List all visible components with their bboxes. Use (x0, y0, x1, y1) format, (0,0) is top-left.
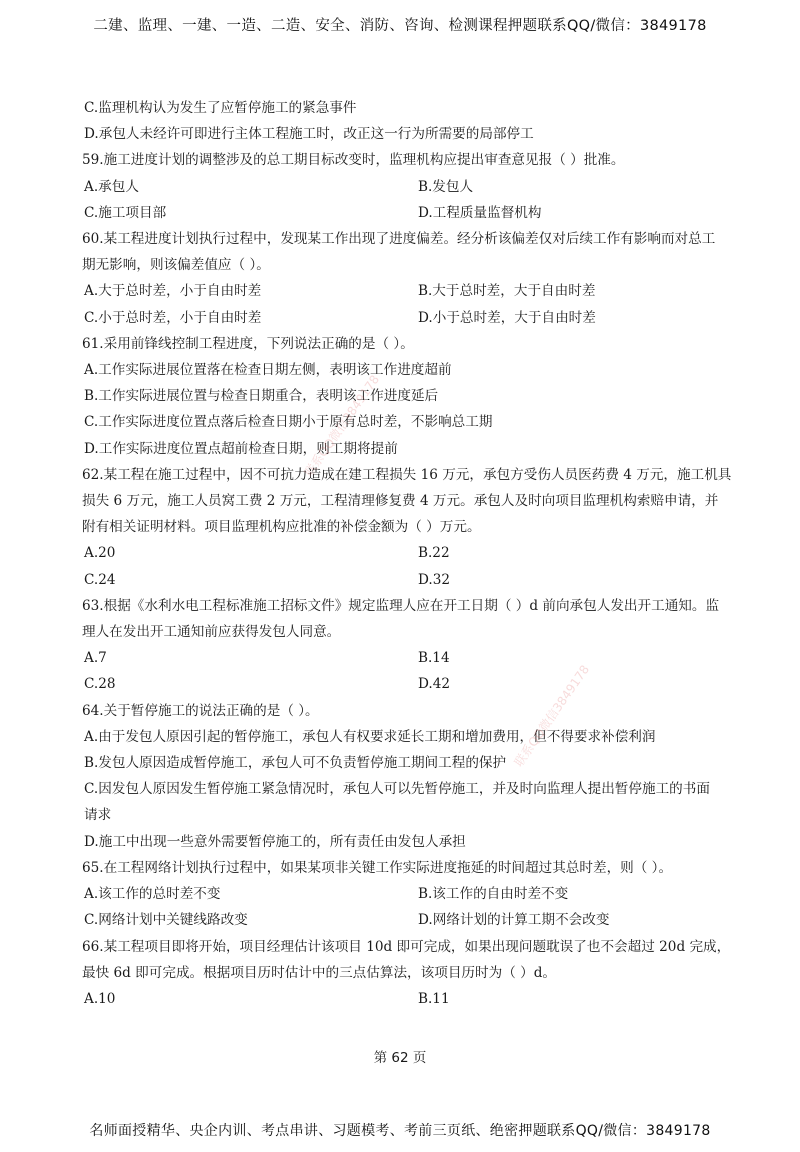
question-65 (84, 855, 760, 934)
option-c-prev: C.监理机构认为发生了应暂停施工的紧急事件 (84, 100, 357, 116)
option-d: D.42 (418, 676, 451, 693)
option-b: B.发包人原因造成暂停施工，承包人可不负责暂停施工期间工程的保护 (84, 755, 507, 772)
option-d: D.工程质量监督机构 (418, 204, 542, 221)
option-b: B.22 (418, 545, 450, 562)
question-60 (84, 226, 760, 331)
question-62 (84, 462, 760, 593)
question-stem: 60.某工程进度计划执行过程中，发现某工作出现了进度偏差。经分析该偏差仅对后续工作有影响而对总工 (82, 231, 716, 248)
question-stem-cont: 期无影响，则该偏差值应（ ）。 (82, 257, 270, 274)
question-64 (84, 698, 760, 855)
question-61 (84, 331, 760, 462)
option-b: B.大于总时差，大于自由时差 (418, 283, 596, 300)
option-a: A.该工作的总时差不变 (84, 886, 221, 903)
page-number: 第 62 页 (373, 1050, 427, 1066)
option-b: B.14 (418, 650, 450, 667)
question-stem-cont: 损失 6 万元，施工人员窝工费 2 万元，工程清理修复费 4 万元。承包人及时向项目监理机构索赔申请，并 (82, 493, 719, 510)
question-stem: 61.采用前锋线控制工程进度，下列说法正确的是（ ）。 (82, 335, 414, 352)
footer-banner: 名师面授精华、央企内训、考点串讲、习题模考、考前三页纸、绝密押题联系QQ/微信：3849178 (89, 1123, 711, 1139)
question-stem-cont: 附有相关证明材料。项目监理机构应批准的补偿金额为（ ）万元。 (82, 519, 481, 536)
option-a: A.由于发包人原因引起的暂停施工，承包人有权要求延长工期和增加费用，但不得要求补偿利润 (84, 728, 656, 745)
option-d: D.工作实际进度位置点超前检查日期，则工期将提前 (84, 440, 398, 457)
option-a: A.7 (84, 650, 107, 667)
question-stem: 63.根据《水利水电工程标准施工招标文件》规定监理人应在开工日期（ ）d 前向承包人发出开工通知。监 (82, 597, 720, 614)
option-b: B.工作实际进展位置与检查日期重合，表明该工作进度延后 (84, 388, 439, 405)
header-banner: 二建、监理、一建、一造、二造、安全、消防、咨询、检测课程押题联系QQ/微信：3849178 (93, 18, 707, 34)
question-stem: 59.施工进度计划的调整涉及的总工期目标改变时，监理机构应提出审查意见报（ ）批准。 (82, 152, 625, 169)
option-c: C.小于总时差，小于自由时差 (84, 309, 262, 326)
question-stem: 62.某工程在施工过程中，因不可抗力造成在建工程损失 16 万元，承包方受伤人员医药费 4 万元，施工机具 (82, 466, 732, 483)
question-list (84, 95, 760, 1012)
option-d: D.施工中出现一些意外需要暂停施工的，所有责任由发包人承担 (84, 833, 466, 850)
question-59 (84, 147, 760, 226)
option-d: D.小于总时差，大于自由时差 (418, 309, 596, 326)
watermark: 联系QQ微信3849178 (301, 372, 383, 480)
watermark: 联系QQ微信3849178 (511, 662, 593, 770)
option-b: B.11 (418, 990, 450, 1007)
question-66 (84, 934, 760, 1013)
option-c: C.网络计划中关键线路改变 (84, 912, 248, 929)
option-a: A.20 (84, 545, 116, 562)
option-c: C.工作实际进度位置点落后检查日期小于原有总时差，不影响总工期 (84, 414, 493, 431)
option-c: C.24 (84, 571, 116, 588)
question-stem-cont: 最快 6d 即可完成。根据项目历时估计中的三点估算法，该项目历时为（ ）d。 (82, 964, 557, 981)
question-stem-cont: 理人在发出开工通知前应获得发包人同意。 (82, 624, 341, 641)
question-stem: 64.关于暂停施工的说法正确的是（ ）。 (82, 702, 319, 719)
option-d: D.32 (418, 571, 451, 588)
option-a: A.10 (84, 990, 116, 1007)
option-a: A.大于总时差，小于自由时差 (84, 283, 262, 300)
option-d: D.网络计划的计算工期不会改变 (418, 912, 610, 929)
option-c-cont: 请求 (84, 807, 112, 824)
option-b: B.该工作的自由时差不变 (418, 886, 569, 903)
question-stem: 66.某工程项目即将开始，项目经理估计该项目 10d 即可完成，如果出现问题耽误了也不会超过 20d 完成， (82, 938, 731, 955)
option-c: C.因发包人原因发生暂停施工紧急情况时，承包人可以先暂停施工，并及时向监理人提出暂停施工的书面 (84, 781, 710, 798)
option-d-prev: D.承包人未经许可即进行主体工程施工时，改正这一行为所需要的局部停工 (84, 126, 534, 143)
option-a: A.承包人 (84, 178, 139, 195)
question-63 (84, 593, 760, 698)
option-c: C.28 (84, 676, 116, 693)
option-c: C.施工项目部 (84, 204, 167, 221)
option-b: B.发包人 (418, 178, 474, 195)
question-stem: 65.在工程网络计划执行过程中，如果某项非关键工作实际进度拖延的时间超过其总时差，则（ ）。 (82, 859, 673, 876)
option-a: A.工作实际进展位置落在检查日期左侧，表明该工作进度超前 (84, 362, 452, 379)
